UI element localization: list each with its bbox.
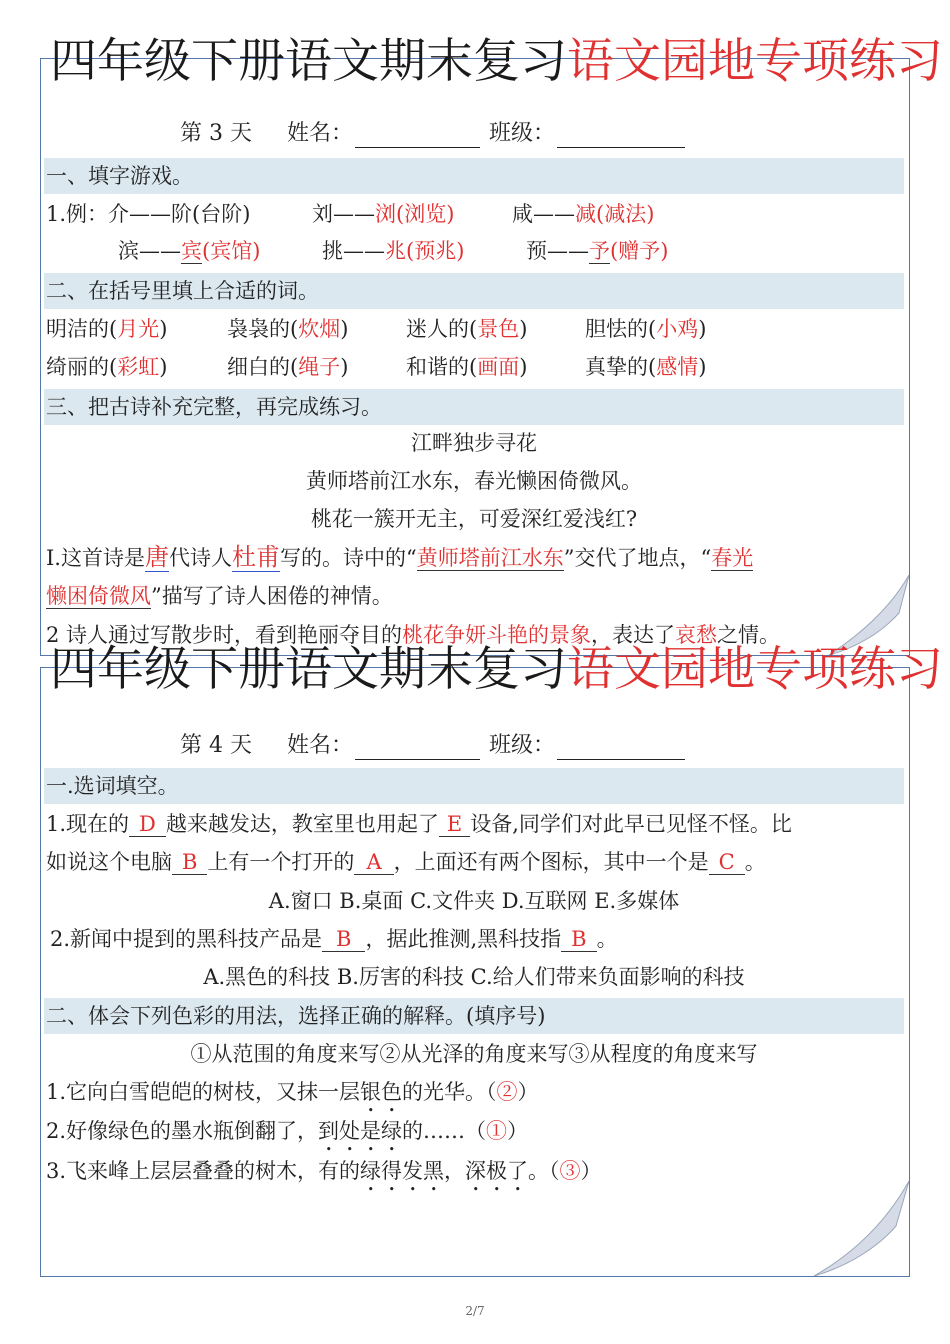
day-label: 第 3 天 xyxy=(180,121,252,146)
word-choice-q2: 2.新闻中提到的黑科技产品是 B ，据此推测,黑科技指 B 。 xyxy=(50,927,618,951)
section-heading: 二、在括号里填上合适的词。 xyxy=(44,273,904,309)
phrase-item: 细白的(绳子) xyxy=(227,355,349,379)
name-blank[interactable] xyxy=(355,737,480,760)
fill-char-item: 刘——浏(浏览) xyxy=(312,202,455,226)
fill-char-row-1: 1.例：介——阶(台阶) xyxy=(46,202,251,226)
fill-char-item: 咸——减(减法) xyxy=(512,202,655,226)
fill-char-item: 滨——宾(宾馆) xyxy=(118,239,261,263)
options-list: A.窗口 B.桌面 C.文件夹 D.互联网 E.多媒体 xyxy=(268,889,680,913)
name-blank[interactable] xyxy=(355,125,480,148)
fill-char-item: 挑——兆(预兆) xyxy=(322,239,465,263)
page-title: 四年级下册语文期末复习语文园地专项练习 xyxy=(50,642,943,697)
name-label: 姓名： xyxy=(286,121,353,146)
phrase-item: 迷人的(景色) xyxy=(406,317,528,341)
phrase-item: 和谐的(画面) xyxy=(406,355,528,379)
word-choice-q1-cont: 如说这个电脑 B 上有一个打开的 A ，上面还有两个图标，其中一个是 C 。 xyxy=(46,850,766,874)
options-list: A.黑色的科技 B.厉害的科技 C.给人们带来负面影响的科技 xyxy=(203,965,745,989)
phrase-item: 袅袅的(炊烟) xyxy=(227,317,349,341)
page-curl-graphic xyxy=(814,1181,909,1276)
phrase-item: 绮丽的(彩虹) xyxy=(46,355,168,379)
fill-char-item: 预——予(赠予) xyxy=(526,239,669,263)
day-label: 第 4 天 xyxy=(180,733,252,758)
word-choice-q1: 1.现在的 D 越来越发达，教室里也用起了 E 设备,同学们对此早已见怪不怪。比 xyxy=(46,812,792,836)
poem-question-2: 2 诗人通过写散步时，看到艳丽夺目的桃花争妍斗艳的景象，表达了哀愁之情。 xyxy=(46,623,781,647)
class-label: 班级： xyxy=(489,733,556,758)
color-question-3: 3.飞来峰上层层叠叠的树木，有的绿得发黑，深极了。（③） xyxy=(46,1159,602,1183)
poem-title: 江畔独步寻花 xyxy=(411,431,537,455)
section-heading: 一.选词填空。 xyxy=(44,768,904,804)
poem-question-1: I.这首诗是唐代诗人杜甫写的。诗中的“黄师塔前江水东”交代了地点，“春光 xyxy=(46,543,754,571)
section-heading: 二、体会下列色彩的用法，选择正确的解释。(填序号) xyxy=(44,998,904,1034)
section-heading: 三、把古诗补充完整，再完成练习。 xyxy=(44,389,904,425)
name-label: 姓名： xyxy=(286,733,353,758)
section-heading: 一、填字游戏。 xyxy=(44,158,904,194)
phrase-item: 明洁的(月光) xyxy=(46,317,168,341)
page-number: 2/7 xyxy=(465,1304,485,1318)
page-title: 四年级下册语文期末复习语文园地专项练习 xyxy=(50,34,943,89)
student-info-row xyxy=(180,732,687,760)
student-info-row xyxy=(180,120,687,148)
class-blank[interactable] xyxy=(557,737,685,760)
class-label: 班级： xyxy=(489,121,556,146)
color-question-2: 2.好像绿色的墨水瓶倒翻了，到处是绿的……（①） xyxy=(46,1119,529,1143)
options-list: ①从范围的角度来写②从光泽的角度来写③从程度的角度来写 xyxy=(190,1042,758,1066)
class-blank[interactable] xyxy=(557,125,685,148)
poem-line: 桃花一簇开无主，可爱深红爱浅红? xyxy=(310,507,638,531)
color-question-1: 1.它向白雪皑皑的树枝，又抹一层银色的光华。（②） xyxy=(46,1080,539,1104)
phrase-item: 胆怯的(小鸡) xyxy=(585,317,707,341)
phrase-item: 真挚的(感情) xyxy=(585,355,707,379)
poem-question-1-cont: 懒困倚微风”描写了诗人困倦的神情。 xyxy=(46,584,393,608)
poem-line: 黄师塔前江水东，春光懒困倚微风。 xyxy=(306,469,642,493)
